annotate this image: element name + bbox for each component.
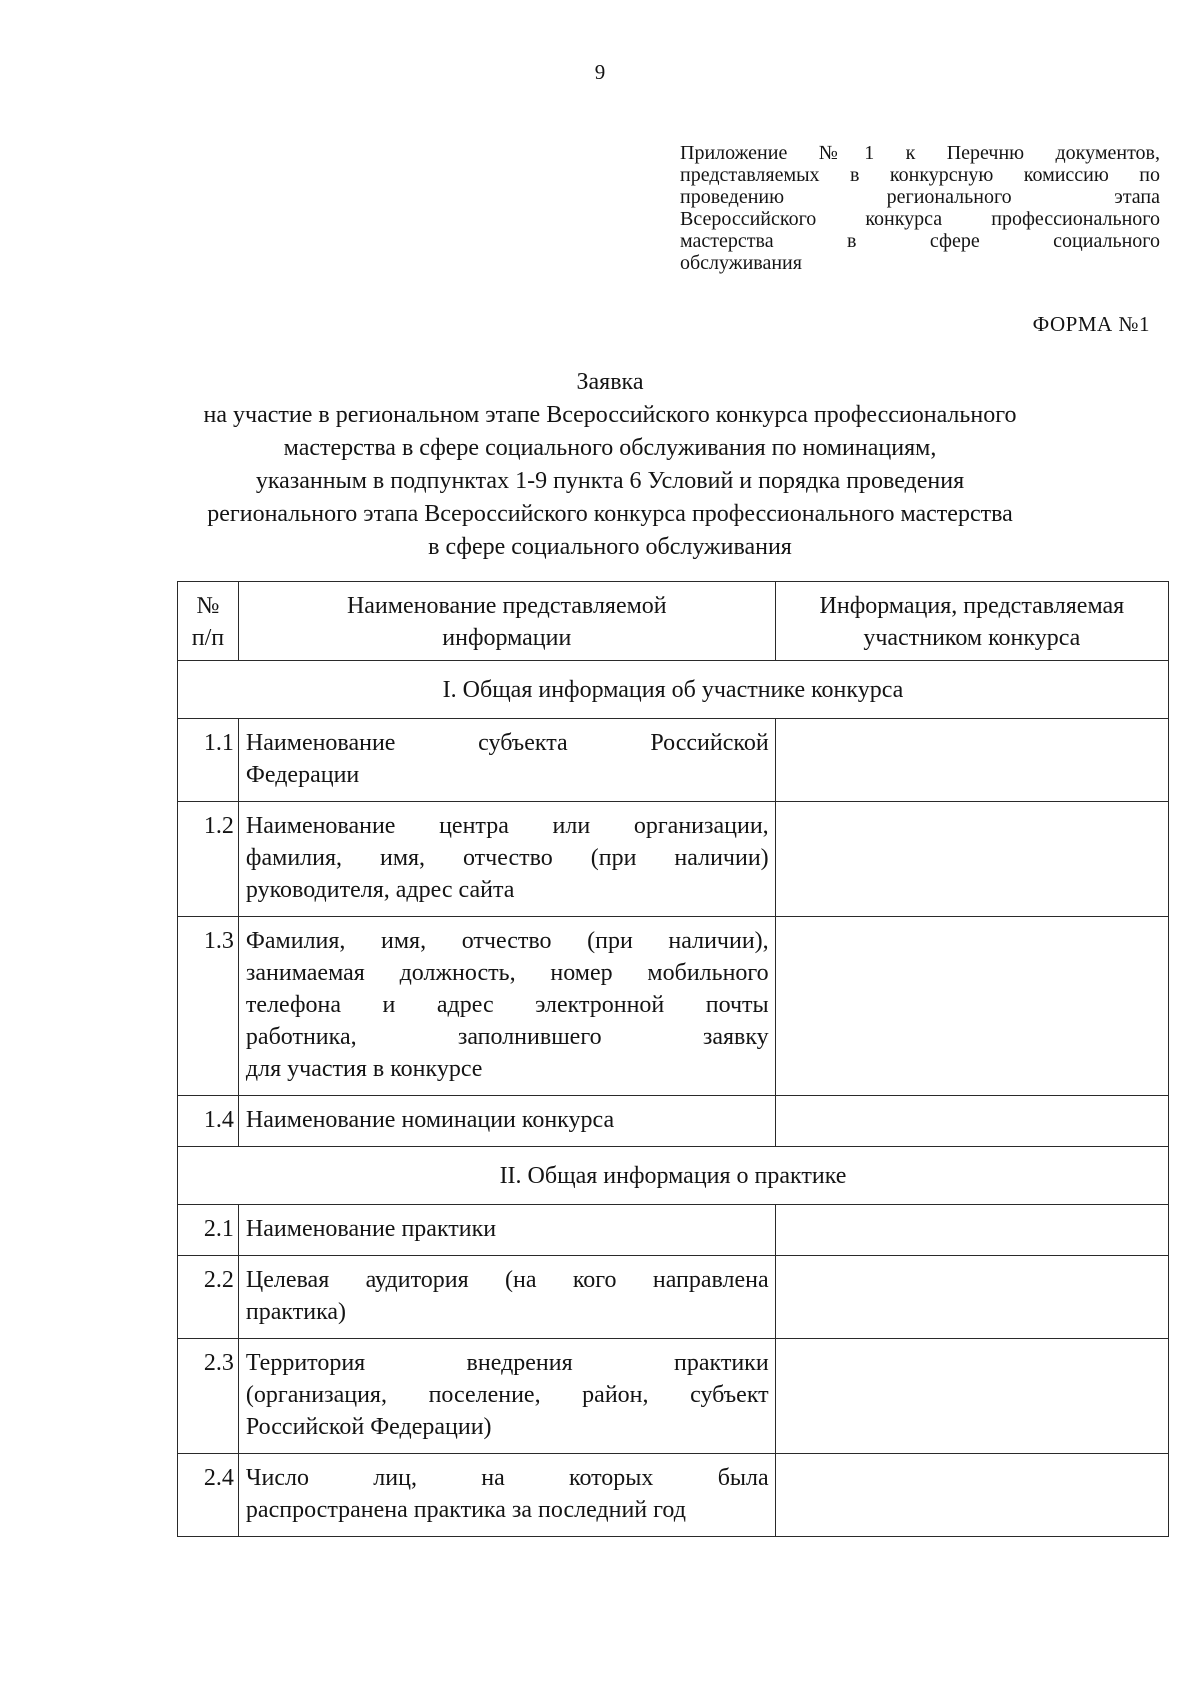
row-number: 2.4 bbox=[178, 1454, 239, 1537]
row-description bbox=[238, 719, 775, 802]
description-line: Территория внедрения практики bbox=[245, 1350, 769, 1376]
description-line: руководителя, адрес сайта bbox=[245, 877, 515, 903]
table-row bbox=[178, 719, 1169, 802]
row-number: 1.2 bbox=[178, 802, 239, 917]
header-text: Информация, представляемая bbox=[819, 593, 1125, 619]
table-row bbox=[178, 802, 1169, 917]
column-header-number bbox=[178, 582, 239, 661]
appendix-note bbox=[680, 142, 1160, 274]
row-number: 1.4 bbox=[178, 1096, 239, 1147]
appendix-line: мастерства в сфере социального bbox=[680, 230, 1160, 252]
row-description bbox=[238, 1205, 775, 1256]
title-line: мастерства в сфере социального обслуживания по номинациям, bbox=[283, 435, 937, 461]
description-line: фамилия, имя, отчество (при наличии) bbox=[245, 845, 769, 871]
section-header-row bbox=[178, 661, 1169, 719]
description-line: распространена практика за последний год bbox=[245, 1497, 686, 1523]
row-description bbox=[238, 802, 775, 917]
row-number: 2.2 bbox=[178, 1256, 239, 1339]
section-title: II. Общая информация о практике bbox=[178, 1147, 1169, 1205]
description-line: (организация, поселение, район, субъект bbox=[245, 1382, 769, 1408]
participant-info-field[interactable] bbox=[775, 1096, 1168, 1147]
participant-info-field[interactable] bbox=[775, 1339, 1168, 1454]
header-text: участником конкурса bbox=[863, 625, 1081, 651]
table-body bbox=[178, 661, 1169, 1537]
description-line: практика) bbox=[245, 1299, 347, 1325]
description-line: телефона и адрес электронной почты bbox=[245, 992, 769, 1018]
header-text: п/п bbox=[191, 625, 225, 651]
description-line: Российской Федерации) bbox=[245, 1414, 492, 1440]
page-number: 9 bbox=[594, 60, 606, 84]
column-header-info bbox=[775, 582, 1168, 661]
row-description bbox=[238, 917, 775, 1096]
section-header-row bbox=[178, 1147, 1169, 1205]
description-line: для участия в конкурсе bbox=[245, 1056, 483, 1082]
participant-info-field[interactable] bbox=[775, 917, 1168, 1096]
header-text: Наименование представляемой bbox=[346, 593, 667, 619]
row-description bbox=[238, 1454, 775, 1537]
appendix-line: представляемых в конкурсную комиссию по bbox=[680, 164, 1160, 186]
appendix-line: Всероссийского конкурса профессионального bbox=[680, 208, 1160, 230]
description-line: Наименование субъекта Российской bbox=[245, 730, 769, 756]
title-line: в сфере социального обслуживания bbox=[428, 534, 792, 560]
table-row bbox=[178, 1454, 1169, 1537]
appendix-line: проведению регионального этапа bbox=[680, 186, 1160, 208]
application-form-table bbox=[177, 581, 1169, 1537]
description-line: Наименование номинации конкурса bbox=[245, 1107, 615, 1133]
description-line: Наименование центра или организации, bbox=[245, 813, 769, 839]
row-number: 2.1 bbox=[178, 1205, 239, 1256]
row-number: 1.3 bbox=[178, 917, 239, 1096]
participant-info-field[interactable] bbox=[775, 1205, 1168, 1256]
title-line: на участие в региональном этапе Всероссийского конкурса профессионального bbox=[203, 402, 1017, 428]
description-line: работника, заполнившего заявку bbox=[245, 1024, 769, 1050]
description-line: Целевая аудитория (на кого направлена bbox=[245, 1267, 769, 1293]
section-title: I. Общая информация об участнике конкурса bbox=[178, 661, 1169, 719]
table-row bbox=[178, 1339, 1169, 1454]
table-row bbox=[178, 917, 1169, 1096]
table-row bbox=[178, 1096, 1169, 1147]
description-line: занимаемая должность, номер мобильного bbox=[245, 960, 769, 986]
row-description bbox=[238, 1256, 775, 1339]
participant-info-field[interactable] bbox=[775, 719, 1168, 802]
description-line: Число лиц, на которых была bbox=[245, 1465, 769, 1491]
appendix-line: обслуживания bbox=[680, 252, 802, 274]
header-text: № bbox=[196, 593, 220, 619]
table-header-row bbox=[178, 582, 1169, 661]
description-line: Фамилия, имя, отчество (при наличии), bbox=[245, 928, 769, 954]
row-number: 2.3 bbox=[178, 1339, 239, 1454]
title-heading: Заявка bbox=[576, 369, 644, 395]
participant-info-field[interactable] bbox=[775, 802, 1168, 917]
document-title bbox=[140, 366, 1080, 564]
form-label: ФОРМА №1 bbox=[1032, 312, 1150, 336]
table-row bbox=[178, 1256, 1169, 1339]
participant-info-field[interactable] bbox=[775, 1256, 1168, 1339]
title-line: указанным в подпунктах 1-9 пункта 6 Условий и порядка проведения bbox=[255, 468, 965, 494]
description-line: Федерации bbox=[245, 762, 360, 788]
description-line: Наименование практики bbox=[245, 1216, 497, 1242]
header-text: информации bbox=[442, 625, 572, 651]
row-number: 1.1 bbox=[178, 719, 239, 802]
appendix-line: Приложение №1 к Перечню документов, bbox=[680, 142, 1160, 164]
title-line: регионального этапа Всероссийского конкурса профессионального мастерства bbox=[207, 501, 1013, 527]
row-description bbox=[238, 1339, 775, 1454]
participant-info-field[interactable] bbox=[775, 1454, 1168, 1537]
column-header-name bbox=[238, 582, 775, 661]
row-description bbox=[238, 1096, 775, 1147]
table-row bbox=[178, 1205, 1169, 1256]
